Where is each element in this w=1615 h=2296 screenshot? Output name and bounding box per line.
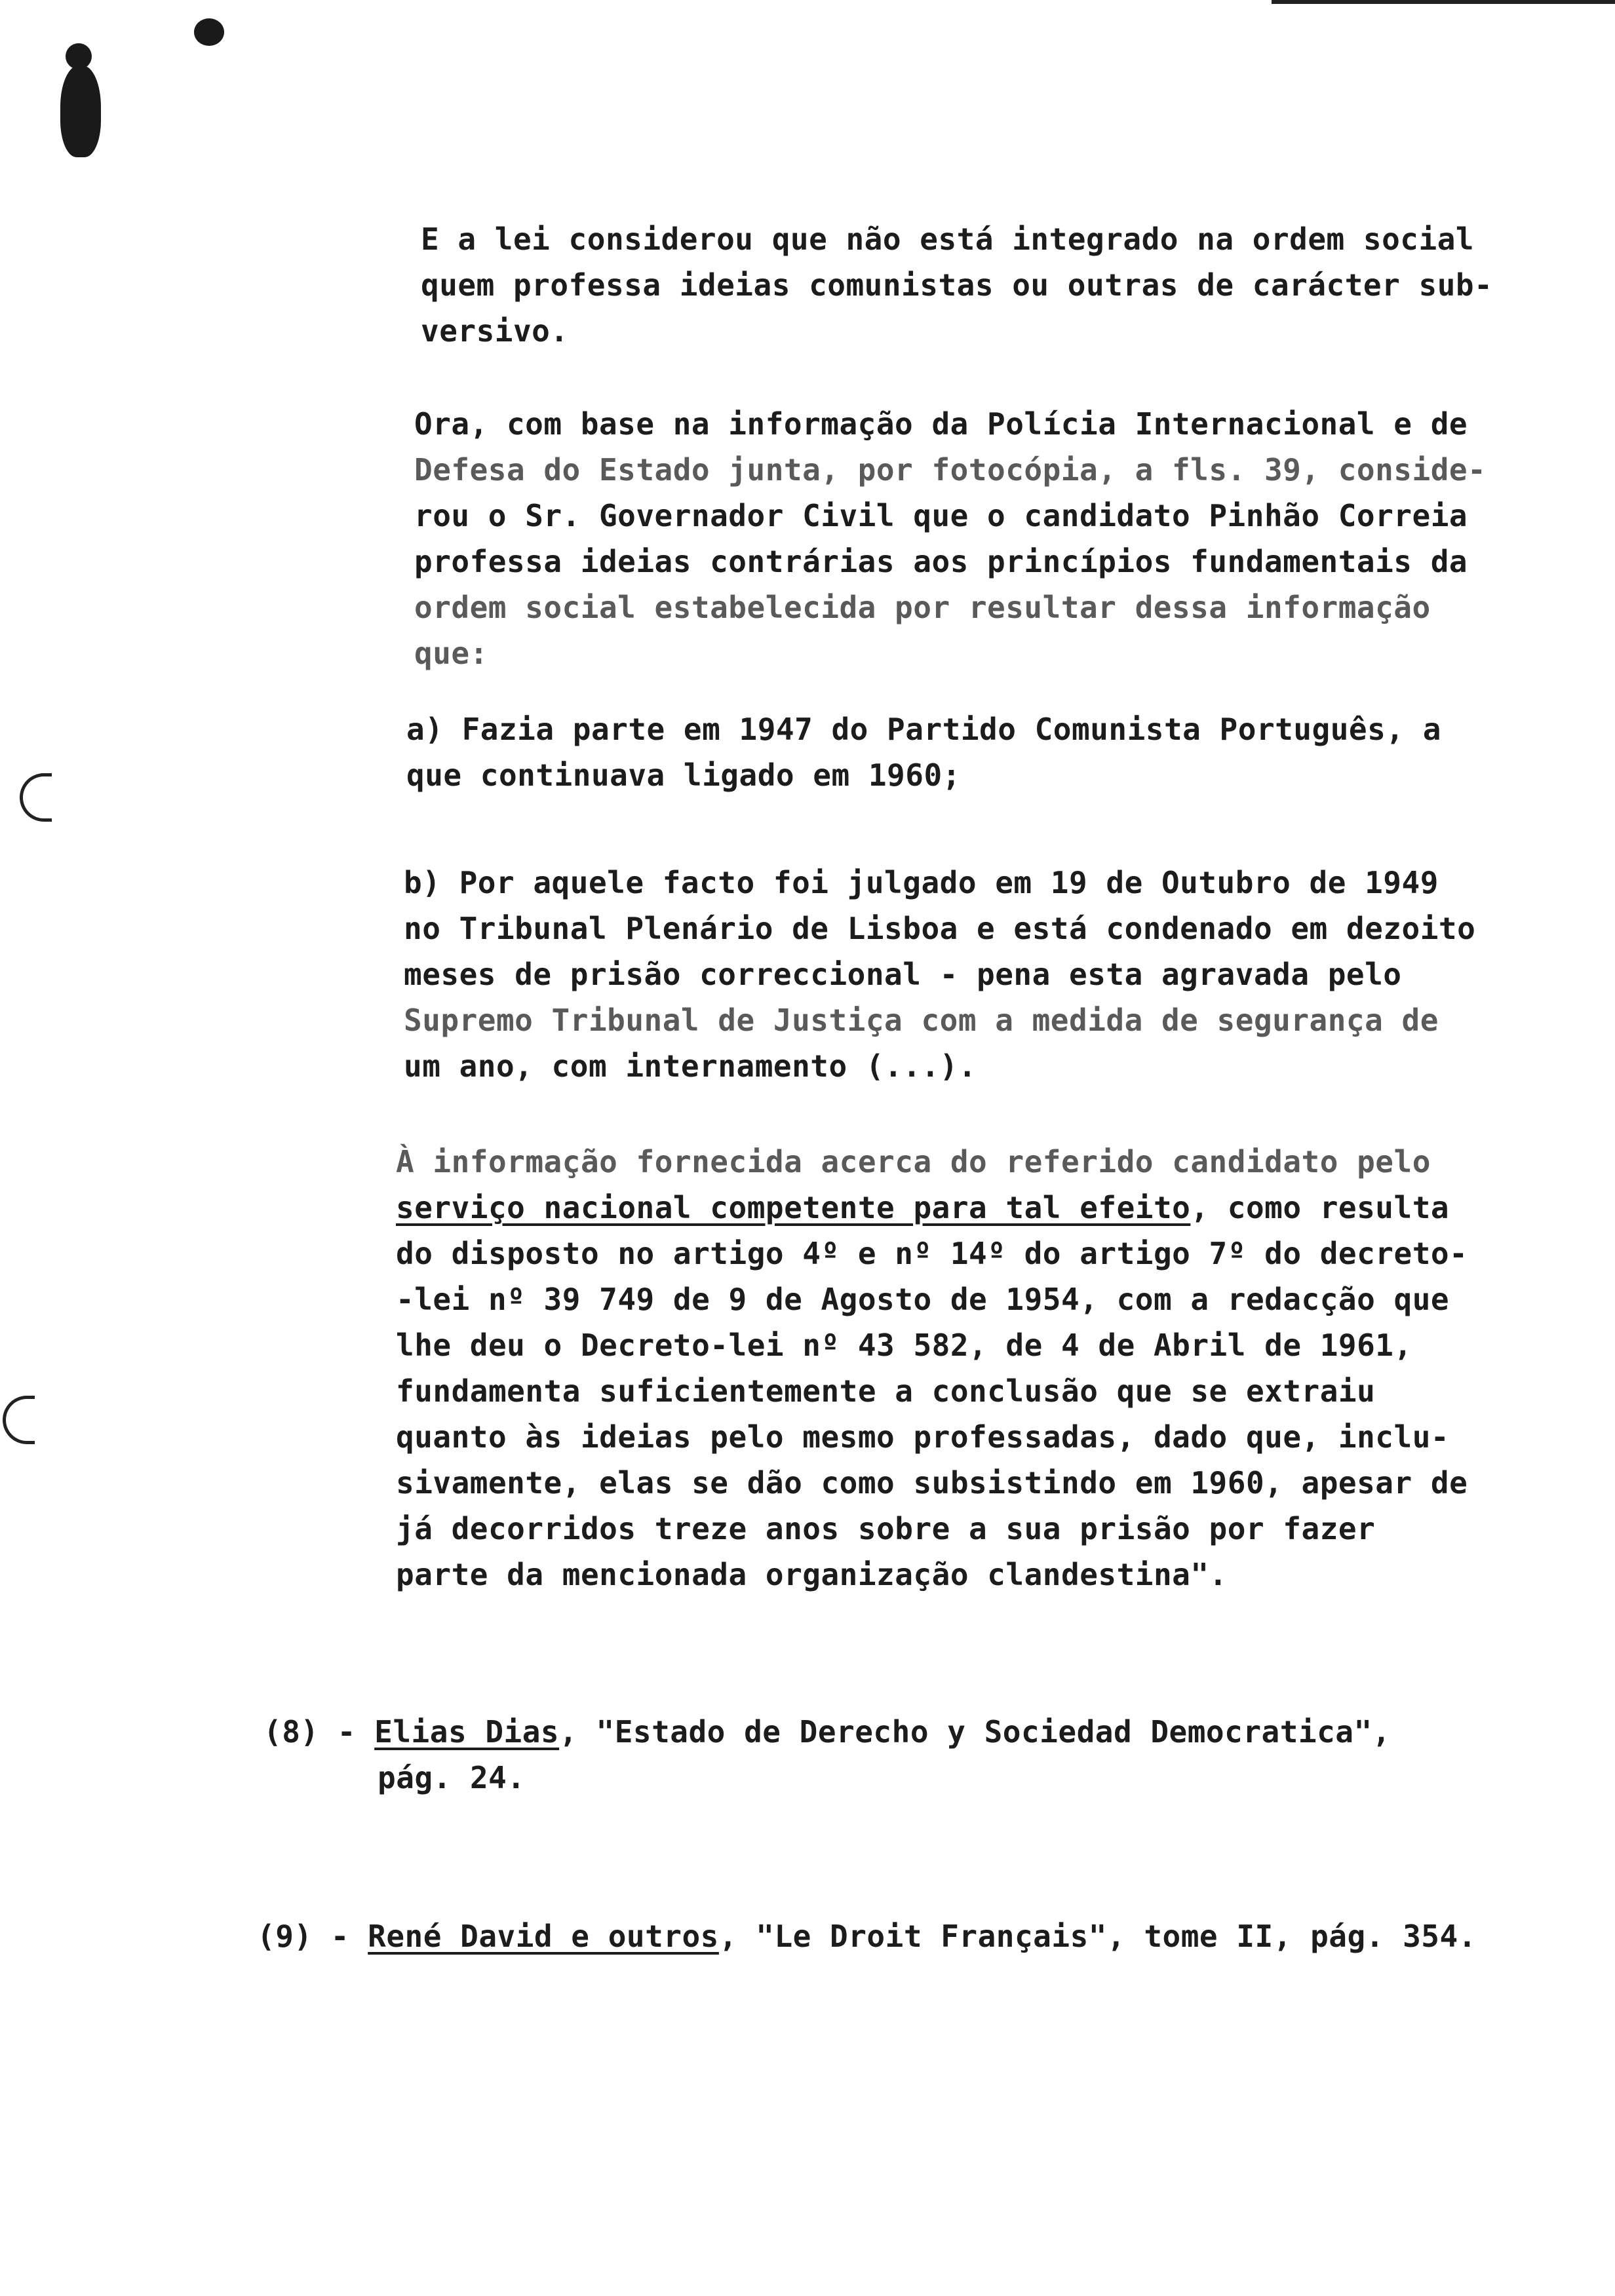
footnote-marker: (8) - [263,1714,375,1750]
footnote-line [257,1913,1477,1959]
text-line: fundamenta suficientemente a conclusão que se extraiu [396,1373,1376,1409]
footnote-line [263,1709,1391,1755]
margin-mark [20,773,52,822]
footnote-8 [263,1709,1391,1801]
footnote-9 [257,1913,1477,1959]
text-fragment: , como resulta [1190,1190,1450,1225]
punch-hole-mark [60,66,101,157]
paragraph-law-statement [421,216,1492,354]
footnote-author: Elias Dias [374,1714,560,1750]
footnote-author: René David e outros [368,1919,719,1954]
paragraph-conclusion [396,1139,1468,1598]
underlined-phrase: serviço nacional competente para tal efeito [396,1190,1191,1225]
text-line: a) Fazia parte em 1947 do Partido Comunista Português, a [406,712,1441,747]
punch-hole-mark [194,18,224,46]
item-b [404,860,1475,1089]
text-line: À informação fornecida acerca do referido candidato pelo [396,1144,1431,1179]
item-a [406,706,1441,798]
text-line: no Tribunal Plenário de Lisboa e está condenado em dezoito [404,911,1476,946]
text-line: lhe deu o Decreto-lei nº 43 582, de 4 de Abril de 1961, [396,1328,1412,1363]
text-line: sivamente, elas se dão como subsistindo em 1960, apesar de [396,1465,1468,1501]
text-line: quanto às ideias pelo mesmo professadas, dado que, inclu- [396,1419,1450,1455]
text-line: -lei nº 39 749 de 9 de Agosto de 1954, com a redacção que [396,1282,1450,1317]
text-line: E a lei considerou que não está integrado na ordem social [421,221,1475,257]
text-line: professa ideias contrárias aos princípios fundamentais da [414,544,1468,579]
text-line: quem professa ideias comunistas ou outras de carácter sub- [421,267,1493,303]
paragraph-police-information [414,401,1486,676]
text-line: Supremo Tribunal de Justiça com a medida de segurança de [404,1003,1439,1038]
footnote-page: pág. 24. [378,1760,526,1795]
margin-mark [3,1396,35,1444]
footnote-title: , "Estado de Derecho y Sociedad Democratica", [559,1714,1391,1750]
footnote-title: , "Le Droit Français", tome II, pág. 354. [718,1919,1477,1954]
text-line: que continuava ligado em 1960; [406,757,961,793]
text-line: Defesa do Estado junta, por fotocópia, a fls. 39, conside- [414,452,1487,488]
text-line: um ano, com internamento (...). [404,1048,977,1084]
text-line: b) Por aquele facto foi julgado em 19 de Outubro de 1949 [404,865,1439,900]
text-line [396,1185,1468,1231]
text-line: rou o Sr. Governador Civil que o candidato Pinhão Correia [414,498,1468,533]
text-line: Ora, com base na informação da Polícia Internacional e de [414,406,1468,442]
text-line: meses de prisão correccional - pena esta agravada pelo [404,957,1402,992]
footnote-marker: (9) - [257,1919,368,1954]
text-line: que: [414,636,488,671]
text-line: já decorridos treze anos sobre a sua prisão por fazer [396,1511,1376,1546]
text-line: versivo. [421,313,569,349]
text-line: ordem social estabelecida por resultar dessa informação [414,590,1431,625]
scan-top-edge [1272,0,1615,4]
text-line: do disposto no artigo 4º e nº 14º do artigo 7º do decreto- [396,1236,1468,1271]
text-line: parte da mencionada organização clandestina". [396,1557,1228,1592]
